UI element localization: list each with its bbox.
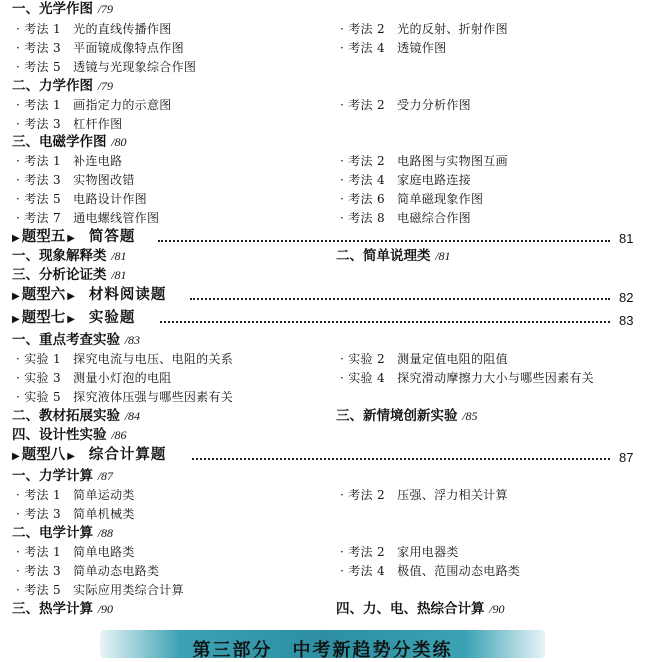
section-title: 一、力学计算 bbox=[12, 468, 93, 484]
type-label: 题型八 bbox=[21, 447, 66, 463]
section-combined-calc[interactable] bbox=[336, 603, 505, 617]
triangle-marker-icon: ▶ bbox=[67, 291, 75, 302]
page-ref: /81 bbox=[111, 249, 127, 263]
triangle-marker-icon: ▶ bbox=[12, 291, 20, 302]
section-title: 四、设计性实验 bbox=[12, 427, 107, 443]
triangle-marker-icon: ▶ bbox=[12, 314, 20, 325]
toc-item[interactable]: · 考法 8 电磁综合作图 bbox=[340, 211, 471, 225]
dot-leader bbox=[190, 298, 610, 300]
section-title: 三、新情境创新实验 bbox=[336, 408, 458, 424]
section-phenomena-explanation[interactable] bbox=[12, 250, 127, 264]
dot-leader bbox=[158, 240, 610, 242]
page-ref: /84 bbox=[124, 409, 141, 423]
page-ref: /86 bbox=[111, 428, 127, 442]
triangle-marker-icon: ▶ bbox=[12, 451, 20, 462]
section-key-experiments[interactable] bbox=[12, 334, 140, 348]
section-mechanics-drawing[interactable] bbox=[12, 80, 113, 94]
toc-item[interactable]: · 考法 3 平面镜成像特点作图 bbox=[16, 41, 184, 55]
section-title: 二、力学作图 bbox=[12, 78, 93, 94]
section-electromagnetism-drawing[interactable] bbox=[12, 136, 127, 150]
toc-item[interactable]: · 实验 5 探究液体压强与哪些因素有关 bbox=[16, 390, 234, 404]
triangle-marker-icon: ▶ bbox=[67, 314, 75, 325]
dot-leader bbox=[160, 321, 610, 323]
type-label: 题型六 bbox=[21, 287, 66, 303]
page-ref: /81 bbox=[435, 249, 451, 263]
section-new-context-innovation[interactable] bbox=[336, 410, 478, 424]
section-design-experiments[interactable] bbox=[12, 429, 127, 443]
toc-item[interactable]: · 考法 1 画指定力的示意图 bbox=[16, 98, 172, 112]
toc-item[interactable]: · 考法 1 简单电路类 bbox=[16, 545, 135, 559]
type-name: 材料阅读题 bbox=[88, 287, 167, 303]
dot-leader bbox=[192, 458, 610, 460]
toc-item[interactable]: · 考法 2 压强、浮力相关计算 bbox=[340, 488, 508, 502]
section-title: 二、教材拓展实验 bbox=[12, 408, 120, 424]
page-ref: /83 bbox=[124, 333, 141, 347]
section-textbook-extension[interactable] bbox=[12, 410, 140, 424]
section-title: 一、重点考查实验 bbox=[12, 332, 120, 348]
section-title: 四、力、电、热综合计算 bbox=[336, 601, 485, 617]
toc-item[interactable]: · 考法 5 透镜与光现象综合作图 bbox=[16, 60, 197, 74]
toc-item[interactable]: · 实验 3 测量小灯泡的电阻 bbox=[16, 371, 172, 385]
section-thermal-calc[interactable] bbox=[12, 603, 113, 617]
section-electrical-calc[interactable] bbox=[12, 527, 113, 541]
section-analysis-argument[interactable] bbox=[12, 269, 127, 283]
page-ref: /80 bbox=[111, 135, 127, 149]
section-title: 三、电磁学作图 bbox=[12, 134, 107, 150]
type-name: 简答题 bbox=[88, 229, 136, 245]
page-number: 81 bbox=[619, 231, 634, 246]
section-optics-drawing[interactable] bbox=[12, 3, 113, 17]
toc-item[interactable]: · 考法 3 简单动态电路类 bbox=[16, 564, 160, 578]
page-number: 82 bbox=[619, 290, 634, 305]
page-number: 87 bbox=[619, 450, 634, 465]
toc-item[interactable]: · 考法 3 实物图改错 bbox=[16, 173, 135, 187]
section-title: 三、分析论证类 bbox=[12, 267, 107, 283]
question-type-5-heading[interactable] bbox=[10, 230, 135, 245]
page-ref: /79 bbox=[97, 79, 114, 93]
type-name: 实验题 bbox=[88, 310, 136, 326]
section-simple-reasoning[interactable] bbox=[336, 250, 451, 264]
toc-item[interactable]: · 考法 3 杠杆作图 bbox=[16, 117, 123, 131]
triangle-marker-icon: ▶ bbox=[67, 451, 75, 462]
banner-title: 第三部分 中考新趋势分类练 bbox=[192, 640, 453, 661]
type-name: 综合计算题 bbox=[88, 447, 167, 463]
page-ref: /90 bbox=[97, 602, 114, 616]
toc-item[interactable]: · 考法 1 补连电路 bbox=[16, 154, 123, 168]
toc-item[interactable]: · 考法 4 极值、范围动态电路类 bbox=[340, 564, 521, 578]
question-type-8-heading[interactable] bbox=[10, 448, 166, 463]
toc-item[interactable]: · 实验 2 测量定值电阻的阻值 bbox=[340, 352, 508, 366]
page-ref: /87 bbox=[97, 469, 114, 483]
section-mechanics-calc[interactable] bbox=[12, 470, 113, 484]
toc-item[interactable]: · 考法 5 电路设计作图 bbox=[16, 192, 147, 206]
type-label: 题型五 bbox=[21, 229, 66, 245]
page-number: 83 bbox=[619, 313, 634, 328]
toc-item[interactable]: · 考法 7 通电螺线管作图 bbox=[16, 211, 160, 225]
toc-item[interactable]: · 实验 4 探究滑动摩擦力大小与哪些因素有关 bbox=[340, 371, 594, 385]
toc-item[interactable]: · 考法 2 家用电器类 bbox=[340, 545, 459, 559]
toc-item[interactable]: · 考法 2 光的反射、折射作图 bbox=[340, 22, 508, 36]
page-ref: /90 bbox=[489, 602, 505, 616]
page-ref: /79 bbox=[97, 2, 114, 16]
toc-item[interactable]: · 考法 4 透镜作图 bbox=[340, 41, 447, 55]
toc-item[interactable]: · 考法 6 简单磁现象作图 bbox=[340, 192, 484, 206]
section-title: 二、电学计算 bbox=[12, 525, 93, 541]
part-three-banner[interactable] bbox=[100, 630, 545, 661]
toc-item[interactable]: · 实验 1 探究电流与电压、电阻的关系 bbox=[16, 352, 234, 366]
page-ref: /88 bbox=[97, 526, 114, 540]
toc-item[interactable]: · 考法 2 受力分析作图 bbox=[340, 98, 471, 112]
question-type-7-heading[interactable] bbox=[10, 311, 135, 326]
toc-item[interactable]: · 考法 2 电路图与实物图互画 bbox=[340, 154, 508, 168]
triangle-marker-icon: ▶ bbox=[12, 233, 20, 244]
toc-item[interactable]: · 考法 3 简单机械类 bbox=[16, 507, 135, 521]
toc-item[interactable]: · 考法 1 光的直线传播作图 bbox=[16, 22, 172, 36]
toc-item[interactable]: · 考法 5 实际应用类综合计算 bbox=[16, 583, 184, 597]
section-title: 三、热学计算 bbox=[12, 601, 93, 617]
section-title: 一、光学作图 bbox=[12, 1, 93, 17]
page-ref: /81 bbox=[111, 268, 127, 282]
section-title: 二、简单说理类 bbox=[336, 248, 431, 264]
toc-item[interactable]: · 考法 4 家庭电路连接 bbox=[340, 173, 471, 187]
section-title: 一、现象解释类 bbox=[12, 248, 107, 264]
type-label: 题型七 bbox=[21, 310, 66, 326]
toc-item[interactable]: · 考法 1 简单运动类 bbox=[16, 488, 135, 502]
page-ref: /85 bbox=[462, 409, 478, 423]
question-type-6-heading[interactable] bbox=[10, 288, 166, 303]
triangle-marker-icon: ▶ bbox=[67, 233, 75, 244]
